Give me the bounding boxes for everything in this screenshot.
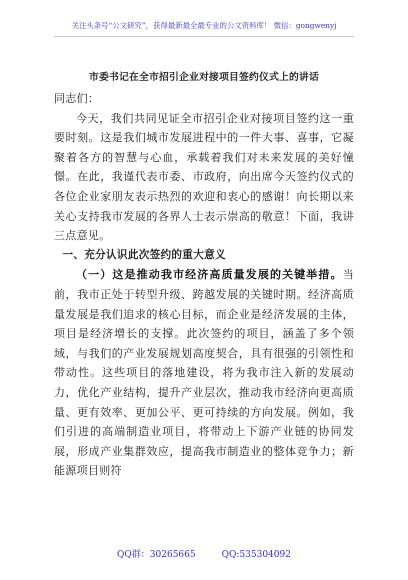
footer-qq-group: QQ群：30265665: [117, 550, 196, 560]
document-body: [54, 89, 354, 481]
subsection-1-text: 当前，我市正处于转型升级、跨越发展的关键时期。经济高质量发展是我们追求的核心目标，而企业是经济发展的主体，项目是经济增长的支撑。此次签约的项目，涵盖了多个领域，与我们的产业发展规划高度契合，具有很强的引领性和带动性。这些项目的落地建设，将为我市注入新的发展动力，优化产业结构，提升产业层次，推动我市经济向更高质量、更有效率、更加公平、更可持续的方向发展。例如，我们引进的高端制造业项目，将带动上下游产业链的协同发展，形成产业集群效应，提高我市制造业的整体竞争力；新能源项目则符: [54, 268, 354, 478]
footer-qq: QQ:535304092: [221, 550, 291, 560]
page-title: 市委书记在全市招引企业对接项目签约仪式上的讲话: [89, 72, 319, 83]
paragraph-1: 今天，我们共同见证全市招引企业对接项目签约这一重要时刻。这是我们城市发展进程中的一件大事、喜事，它凝聚着各方的智慧与心血，承载着我们对未来发展的美好憧憬。在此，我谨代表市委、市政府，向出席今天签约仪式的各位企业家朋友表示热烈的欢迎和衷心的感谢！向长期以来关心支持我市发展的各界人士表示崇高的敬意！下面，我讲三点意见。: [54, 111, 354, 243]
footer: [0, 547, 408, 560]
subsection-1-label: （一）这是推动我市经济高质量发展的关键举措。: [76, 268, 343, 282]
salutation: 同志们：: [54, 92, 100, 105]
header-banner: 关注头条号“公文研究”，获得最新最全最专业的公文资料库！ 微信：gongwenyj: [54, 20, 354, 37]
paragraph-2: [54, 265, 354, 481]
section-1-heading: 一、充分认识此次签约的重大意义: [62, 248, 226, 261]
